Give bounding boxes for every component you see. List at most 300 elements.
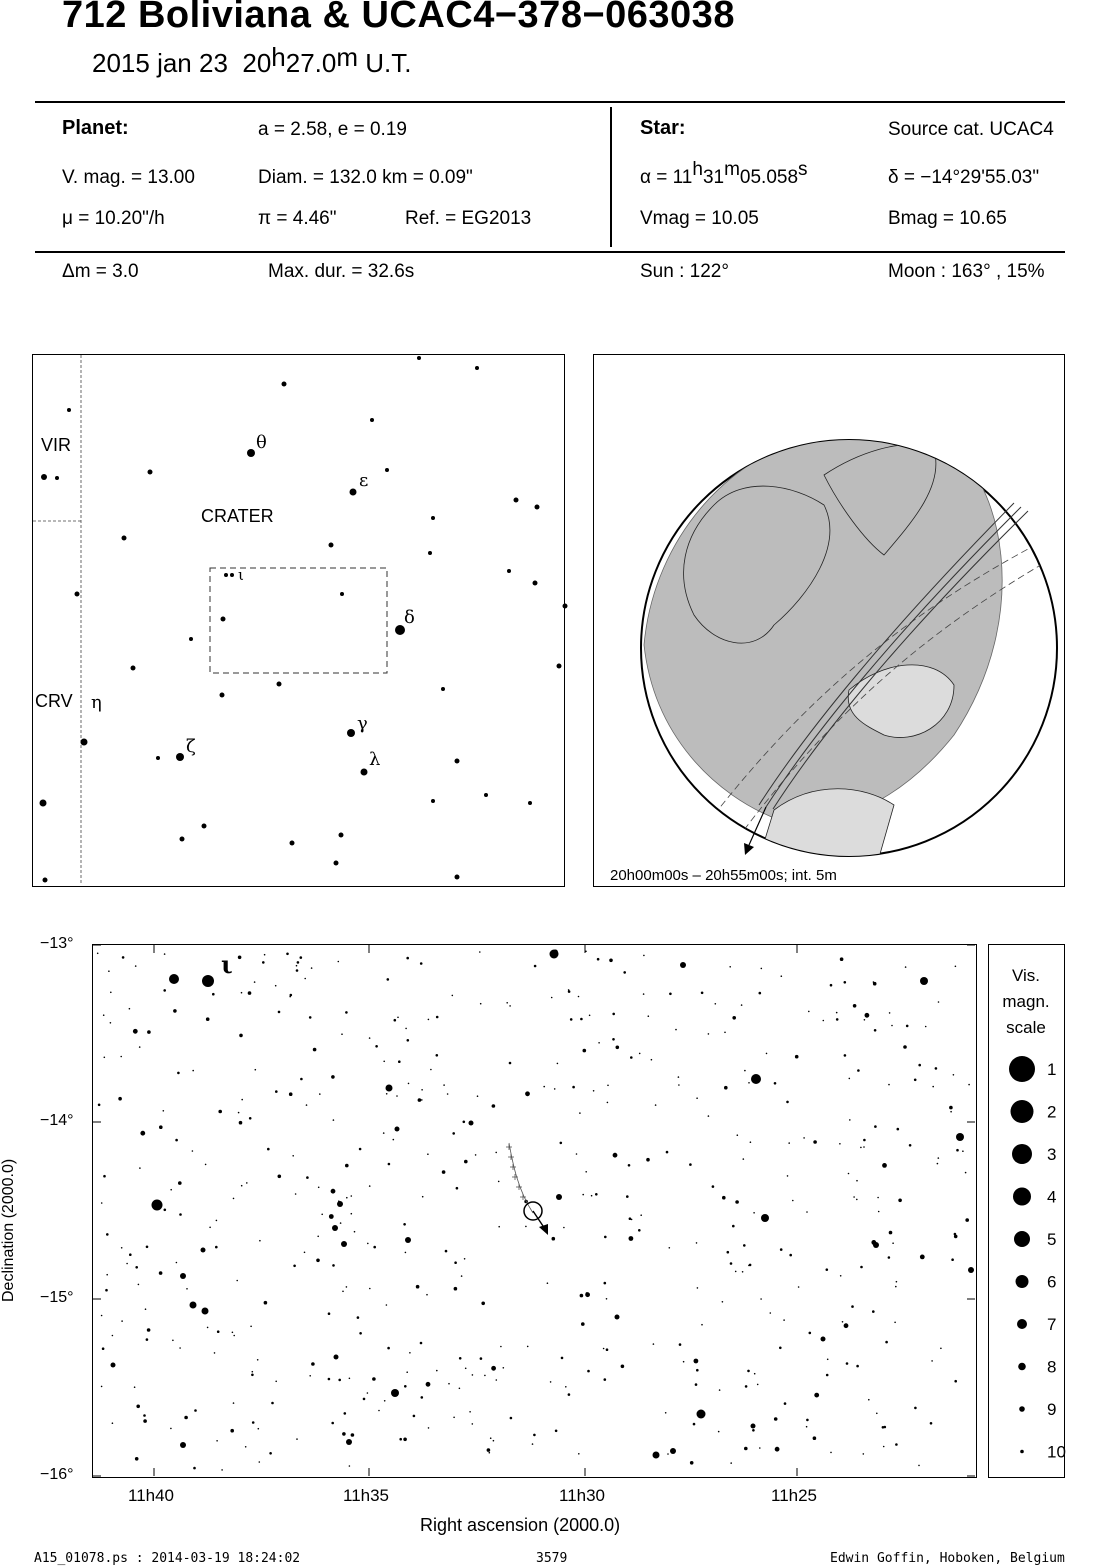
- field-star: [122, 956, 125, 959]
- field-star: [480, 1357, 483, 1360]
- field-star: [582, 1194, 584, 1196]
- field-star: [487, 1448, 491, 1452]
- field-star: [143, 1419, 147, 1423]
- label-crv: CRV: [35, 691, 73, 711]
- field-star: [655, 1104, 657, 1106]
- field-star: [653, 1452, 660, 1459]
- field-star: [568, 1393, 571, 1396]
- field-star: [452, 995, 454, 997]
- field-star: [215, 1246, 218, 1249]
- field-star: [134, 1386, 136, 1388]
- field-star: [918, 1465, 920, 1467]
- field-star: [606, 1348, 609, 1351]
- field-star: [313, 1048, 317, 1052]
- field-star: [369, 1037, 371, 1039]
- finder-star: [431, 799, 435, 803]
- field-star: [580, 1018, 583, 1021]
- finder-star: [563, 604, 568, 609]
- field-star: [351, 1213, 353, 1215]
- field-star: [375, 1045, 378, 1048]
- field-star: [883, 1446, 885, 1448]
- magnitude-legend: [988, 944, 1065, 1478]
- field-star: [874, 1029, 877, 1032]
- field-star: [461, 1275, 463, 1277]
- field-star: [430, 1069, 432, 1071]
- field-star: [509, 1062, 512, 1065]
- field-star: [680, 962, 686, 968]
- field-star: [868, 1399, 870, 1401]
- field-star: [318, 1187, 320, 1189]
- field-star: [102, 1347, 105, 1350]
- legend-dot: [1018, 1363, 1026, 1371]
- legend-dot: [1019, 1406, 1025, 1412]
- field-star: [232, 1332, 234, 1334]
- star-ra-minutes: 31: [702, 167, 725, 188]
- field-star: [337, 1201, 343, 1207]
- finder-star: [282, 382, 287, 387]
- field-star: [354, 1231, 356, 1233]
- field-star: [331, 1075, 335, 1079]
- field-star: [405, 1252, 407, 1254]
- motion-arrow-head: [539, 1224, 548, 1235]
- field-star: [848, 1173, 850, 1175]
- field-star: [289, 996, 291, 998]
- field-star: [751, 1424, 756, 1429]
- field-star: [543, 1086, 545, 1088]
- field-star: [464, 1160, 468, 1164]
- field-star: [186, 1288, 188, 1290]
- field-star: [631, 1219, 633, 1221]
- field-star: [898, 1199, 902, 1203]
- planet-vmag: V. mag. = 13.00: [62, 167, 195, 188]
- field-star: [729, 966, 731, 968]
- field-star: [640, 1214, 642, 1216]
- field-star: [500, 1346, 502, 1348]
- field-star: [372, 1377, 376, 1381]
- field-star: [747, 1370, 750, 1373]
- field-star: [121, 1320, 123, 1322]
- field-star: [349, 1465, 351, 1467]
- field-star: [646, 1158, 650, 1162]
- field-star: [856, 1365, 859, 1368]
- field-star: [201, 1248, 206, 1253]
- field-star: [878, 1211, 880, 1213]
- field-star: [895, 1286, 897, 1288]
- field-star: [493, 1440, 495, 1442]
- field-star: [184, 1416, 188, 1420]
- field-star: [259, 1461, 261, 1463]
- field-star: [638, 1229, 641, 1232]
- legend-mag-label: 2: [1047, 1102, 1057, 1122]
- field-star: [552, 1237, 556, 1241]
- field-star: [551, 997, 553, 999]
- field-star: [394, 1019, 397, 1022]
- field-star: [882, 1426, 885, 1429]
- star-vmag: Vmag = 10.05: [640, 208, 759, 229]
- field-star: [139, 1046, 141, 1048]
- field-star: [112, 1335, 114, 1337]
- field-star: [722, 1301, 724, 1303]
- y-tick-label: −14°: [40, 1112, 74, 1129]
- field-star: [126, 1263, 128, 1265]
- field-star: [925, 1026, 927, 1028]
- hour-unit: h: [271, 42, 286, 72]
- field-star: [170, 1189, 172, 1191]
- field-star: [604, 1378, 607, 1381]
- field-star: [405, 1028, 407, 1030]
- field-star: [391, 1389, 399, 1397]
- field-star: [329, 1214, 334, 1219]
- legend-dot: [1012, 1144, 1032, 1164]
- field-star: [583, 1049, 587, 1053]
- field-star: [106, 1233, 109, 1236]
- field-star: [346, 1197, 348, 1199]
- field-star: [612, 1038, 615, 1041]
- field-star: [464, 1258, 466, 1260]
- star-bmag: Bmag = 10.65: [888, 208, 1007, 229]
- field-star: [874, 1125, 877, 1128]
- field-star: [346, 1439, 352, 1445]
- field-star: [761, 968, 763, 970]
- finder-star: [43, 878, 48, 883]
- finder-star: [475, 366, 479, 370]
- field-star: [532, 1443, 534, 1445]
- field-star: [328, 1312, 331, 1315]
- field-star: [534, 965, 537, 968]
- field-star: [421, 1396, 424, 1399]
- field-star: [965, 1172, 967, 1174]
- y-tick-label: −15°: [40, 1289, 74, 1306]
- field-star: [556, 1194, 562, 1200]
- finder-star: [156, 756, 160, 760]
- field-star: [823, 1020, 825, 1022]
- field-star: [872, 1310, 875, 1313]
- field-star: [708, 1033, 710, 1035]
- field-star: [774, 1417, 778, 1421]
- field-star: [398, 1060, 401, 1063]
- x-tick-label: 11h25: [771, 1486, 818, 1505]
- field-star: [931, 1360, 933, 1362]
- field-star: [653, 1343, 655, 1345]
- field-star: [864, 1019, 866, 1021]
- field-star: [895, 1443, 898, 1446]
- field-star: [920, 1255, 925, 1260]
- field-star: [693, 1423, 696, 1426]
- finder-star: [148, 470, 153, 475]
- field-star: [798, 1286, 800, 1288]
- field-star: [940, 1348, 942, 1350]
- finder-star: [507, 569, 511, 573]
- field-star: [369, 1185, 371, 1187]
- field-star: [378, 1410, 380, 1412]
- x-axis-label: Right ascension (2000.0): [420, 1515, 621, 1535]
- field-star: [670, 1448, 676, 1454]
- field-star: [871, 1240, 876, 1245]
- column-divider: [610, 107, 612, 247]
- field-star: [751, 1074, 761, 1084]
- field-star: [914, 1079, 917, 1082]
- field-star: [135, 965, 137, 967]
- field-star: [264, 1301, 268, 1305]
- field-star: [393, 1139, 395, 1141]
- field-star: [743, 1158, 745, 1160]
- field-star: [465, 1368, 467, 1370]
- field-star: [965, 1218, 969, 1222]
- field-star: [589, 1015, 591, 1017]
- field-star: [304, 1252, 306, 1254]
- finder-star: [277, 682, 282, 687]
- field-star: [216, 1440, 218, 1442]
- field-star: [741, 1004, 743, 1006]
- field-star: [448, 1383, 450, 1385]
- field-star: [459, 1388, 461, 1390]
- field-star: [331, 1422, 334, 1425]
- field-star: [233, 1335, 235, 1337]
- field-star: [836, 1018, 839, 1021]
- field-star: [111, 1363, 116, 1368]
- field-star: [598, 1042, 600, 1044]
- finder-star: [455, 875, 460, 880]
- max-duration: Max. dur. = 32.6s: [268, 261, 415, 282]
- field-star: [587, 1370, 590, 1373]
- field-star: [715, 1003, 717, 1005]
- field-star: [129, 1253, 132, 1256]
- field-star: [351, 1433, 355, 1437]
- legend-mag-label: 7: [1047, 1315, 1057, 1334]
- field-star: [565, 1386, 567, 1388]
- field-star: [821, 1337, 826, 1342]
- field-star: [690, 1461, 694, 1465]
- legend-title-line: scale: [1006, 1018, 1046, 1037]
- field-star: [813, 1140, 817, 1144]
- field-star: [863, 1453, 865, 1455]
- field-star: [369, 1288, 371, 1290]
- field-star: [533, 1434, 536, 1437]
- field-star: [759, 992, 762, 995]
- field-star: [292, 1155, 294, 1157]
- field-star: [953, 1074, 955, 1076]
- field-star: [568, 989, 570, 991]
- field-star: [903, 1045, 907, 1049]
- label-delta: δ: [404, 607, 415, 628]
- field-star: [404, 1385, 407, 1388]
- finder-star: [220, 693, 225, 698]
- field-star: [309, 1016, 312, 1019]
- field-star: [251, 1374, 254, 1377]
- field-star: [289, 1092, 293, 1096]
- field-star: [351, 1195, 353, 1197]
- field-star: [202, 975, 214, 987]
- legend-mag-label: 1: [1047, 1060, 1057, 1079]
- field-star: [179, 1347, 181, 1349]
- field-star: [896, 1281, 898, 1283]
- field-star: [97, 953, 99, 955]
- field-star: [159, 1271, 163, 1275]
- field-star: [296, 969, 299, 972]
- field-star: [894, 1322, 896, 1324]
- top-rule: [35, 101, 1065, 103]
- field-star: [586, 1292, 589, 1295]
- field-star: [395, 1127, 400, 1132]
- star-heading: Star:: [640, 117, 686, 139]
- field-star: [760, 1298, 762, 1300]
- field-star: [856, 1199, 858, 1201]
- field-star: [120, 1056, 122, 1058]
- label-zeta: ζ: [186, 736, 196, 757]
- x-tick-label: 11h35: [343, 1486, 390, 1505]
- event-datetime: [92, 42, 412, 79]
- field-star: [701, 992, 704, 995]
- finder-star: [122, 536, 127, 541]
- finder-chart: [32, 354, 565, 887]
- field-star: [695, 1383, 698, 1386]
- field-star: [844, 1054, 847, 1057]
- field-star: [930, 1422, 933, 1425]
- y-tick-label: −13°: [40, 935, 74, 952]
- field-star: [422, 1196, 424, 1198]
- finder-star: [441, 687, 445, 691]
- field-star: [666, 1151, 669, 1154]
- field-star: [696, 1369, 699, 1372]
- field-star: [342, 1291, 344, 1293]
- field-star: [789, 1254, 792, 1257]
- field-star: [454, 1261, 457, 1264]
- field-star: [968, 1084, 970, 1086]
- field-star: [607, 1102, 609, 1104]
- field-star: [826, 1268, 829, 1271]
- field-star: [626, 1195, 629, 1198]
- mid-rule: [35, 251, 1065, 253]
- field-star: [193, 1467, 196, 1470]
- field-star: [319, 1093, 321, 1095]
- field-star: [865, 1013, 870, 1018]
- field-star: [406, 1371, 408, 1373]
- field-star: [503, 1367, 505, 1369]
- field-star: [918, 1064, 921, 1067]
- field-star: [296, 1438, 298, 1440]
- field-star: [787, 1175, 789, 1177]
- field-star: [479, 951, 481, 953]
- field-star: [421, 1099, 423, 1101]
- field-star: [696, 1097, 698, 1099]
- field-star: [906, 1025, 909, 1028]
- field-star: [856, 1180, 858, 1182]
- ra-second-unit: s: [798, 159, 808, 180]
- field-star: [951, 1258, 954, 1261]
- field-star: [403, 1223, 406, 1226]
- field-star: [383, 1132, 385, 1134]
- field-star: [877, 1197, 879, 1199]
- field-star: [221, 1469, 223, 1471]
- field-star: [164, 1209, 167, 1212]
- field-star: [885, 1341, 888, 1344]
- field-star: [477, 1095, 479, 1097]
- field-star: [891, 1025, 893, 1027]
- field-star: [968, 1267, 974, 1273]
- field-star: [774, 1082, 777, 1085]
- field-star: [249, 1117, 252, 1120]
- field-star: [876, 1413, 878, 1415]
- field-star: [139, 1167, 141, 1169]
- field-star: [613, 1153, 618, 1158]
- field-star: [860, 1266, 863, 1269]
- field-star: [581, 1322, 585, 1326]
- field-star: [112, 1422, 114, 1424]
- field-star: [387, 978, 390, 981]
- field-star: [748, 1265, 750, 1267]
- legend-canvas: [989, 945, 1066, 1476]
- legend-dot: [1014, 1231, 1030, 1247]
- field-star: [955, 966, 957, 968]
- field-star: [604, 1236, 607, 1239]
- field-star: [138, 1284, 140, 1286]
- field-star: [192, 1070, 194, 1072]
- field-star: [593, 1090, 595, 1092]
- finder-star: [347, 729, 355, 737]
- field-star: [498, 1181, 500, 1183]
- field-star: [98, 1104, 101, 1107]
- field-star: [889, 1231, 893, 1235]
- field-star: [388, 1163, 391, 1166]
- field-star: [595, 1193, 598, 1196]
- field-star: [873, 981, 875, 983]
- field-star: [255, 1069, 257, 1071]
- field-star: [426, 1294, 428, 1296]
- field-star: [570, 1018, 573, 1021]
- field-star: [344, 1412, 347, 1415]
- legend-mag-label: 9: [1047, 1400, 1057, 1419]
- field-star: [445, 1250, 448, 1253]
- field-star: [808, 1011, 810, 1013]
- event-hour: 20: [242, 48, 272, 78]
- y-axis-label: Declination (2000.0): [0, 1158, 17, 1302]
- field-star: [484, 1375, 486, 1377]
- field-star: [278, 1011, 281, 1014]
- field-star: [938, 1001, 940, 1003]
- finder-star: [350, 489, 357, 496]
- field-star: [629, 1236, 634, 1241]
- field-star: [328, 1378, 331, 1381]
- finder-star: [431, 516, 435, 520]
- field-star: [492, 1105, 494, 1107]
- field-star: [909, 1144, 912, 1147]
- legend-mag-label: 4: [1047, 1187, 1057, 1207]
- field-star: [359, 1148, 362, 1151]
- field-star: [489, 1452, 491, 1454]
- finder-star: [334, 861, 339, 866]
- field-star: [678, 1076, 680, 1078]
- field-star: [236, 1280, 238, 1282]
- field-star: [527, 1346, 529, 1348]
- label-iota: ι: [238, 566, 244, 584]
- legend-dot: [1020, 1450, 1024, 1454]
- field-star: [490, 1437, 492, 1439]
- planet-parallax: π = 4.46": [258, 208, 337, 229]
- field-star: [262, 961, 265, 964]
- star-ra-seconds: 05.058: [739, 167, 799, 188]
- field-star: [118, 1097, 122, 1101]
- field-star: [293, 1265, 296, 1268]
- field-star: [766, 1053, 768, 1055]
- field-star: [250, 1326, 252, 1328]
- field-star: [405, 1237, 411, 1243]
- x-tick-label: 11h30: [559, 1486, 606, 1505]
- field-star: [332, 1264, 335, 1267]
- star-source: Source cat. UCAC4: [888, 119, 1054, 140]
- field-star: [932, 1086, 934, 1088]
- field-star: [387, 1347, 390, 1350]
- field-star: [609, 959, 613, 963]
